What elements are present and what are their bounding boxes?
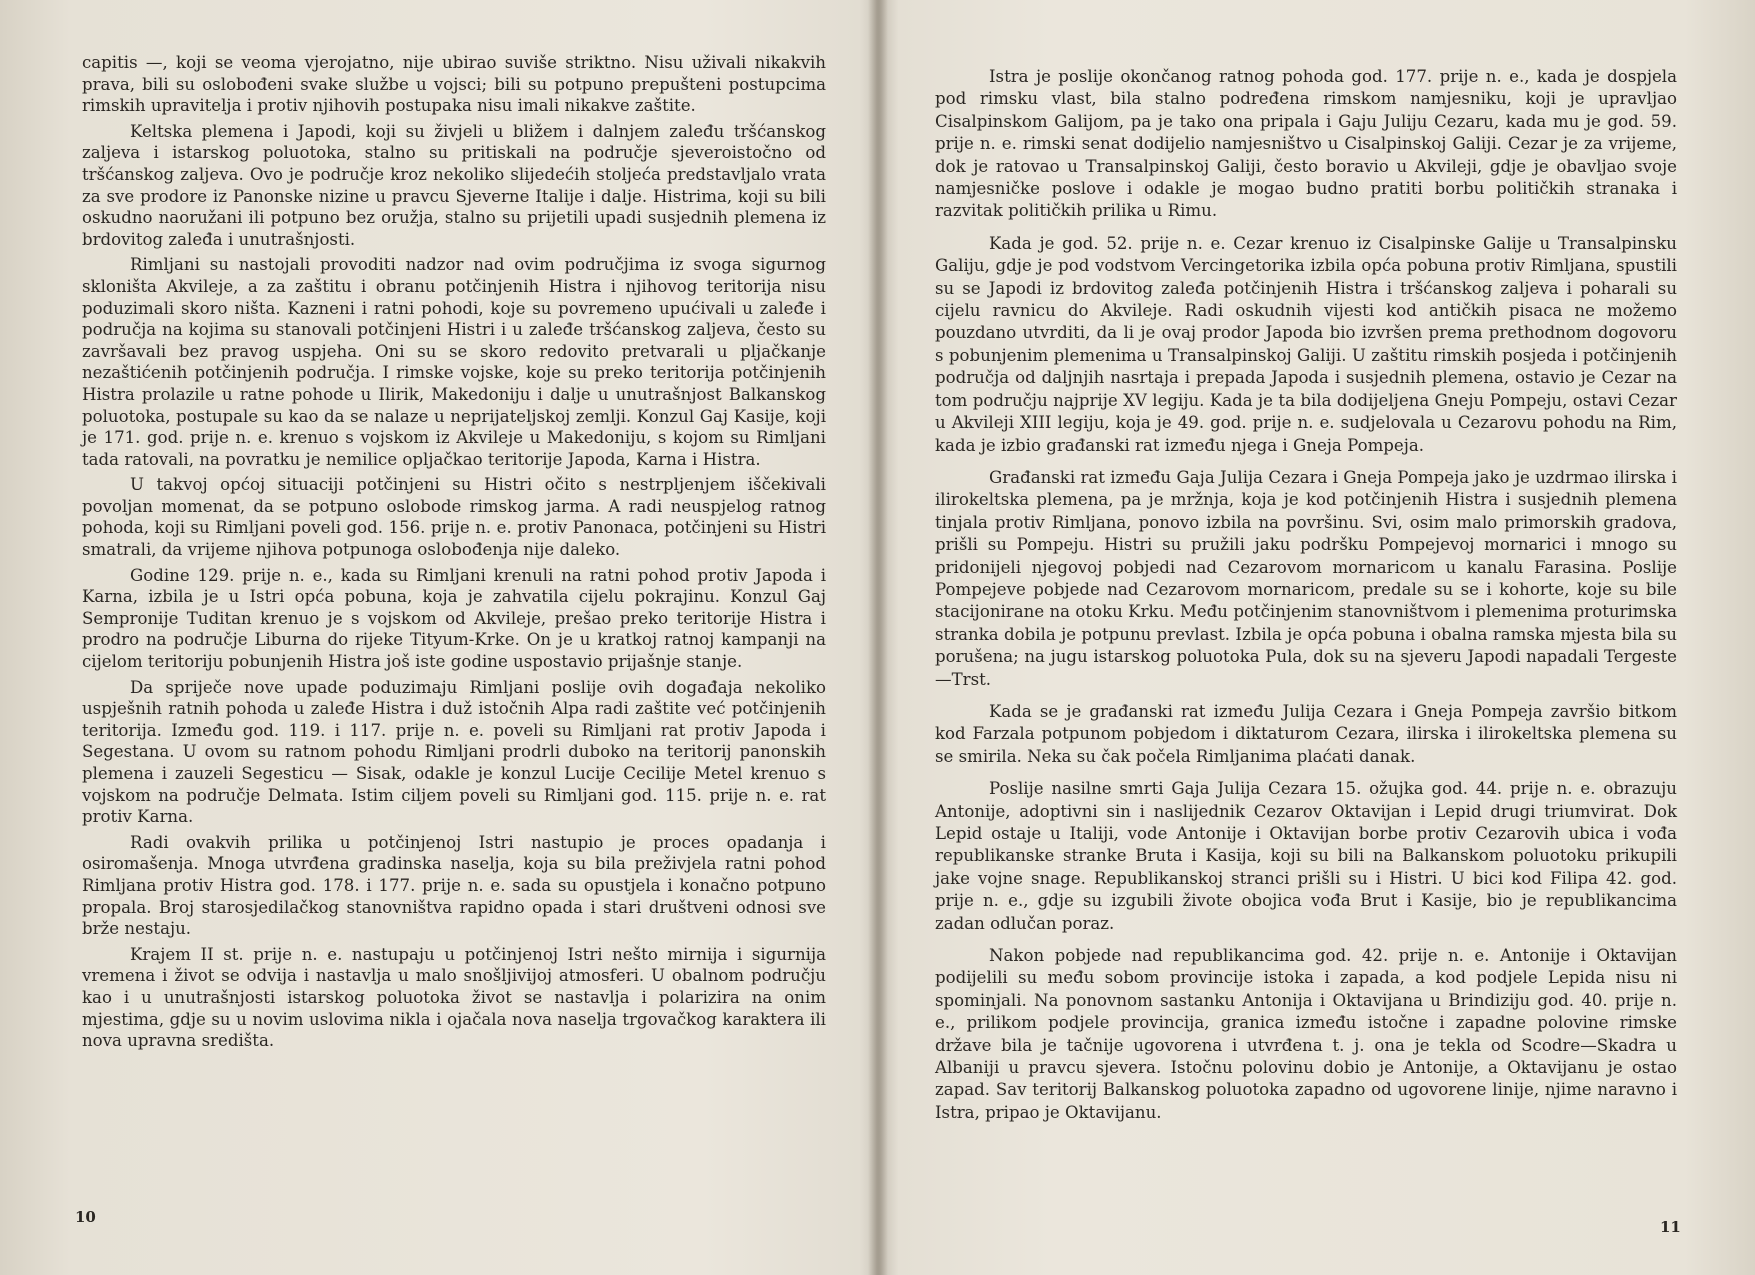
- right-paragraph-6: Nakon pobjede nad republikancima god. 42. prije n. e. Antonije i Oktavijan podijelili su među sobom provincije istoka i zapada, a kod podjele Lepida nisu ni spominjali. Na ponovnom sastanku Antonija i Oktavijana u Brindiziju god. 40. prije n. e., prilikom podjele provincija, granica između istočne i zapadne polovine rimske države bila je tačnije ugovorena i utvrđena t. j. ona je tekla od Scodre—Skadra u Albaniji u pravcu sjevera. Istočnu polovinu dobio je Antonije, a Oktavijanu je ostao zapad. Sav teritorij Balkanskog poluotoka zapadno od ugovorene linije, njime naravno i Istra, pripao je Oktavijanu.: [935, 946, 1677, 1122]
- left-paragraph-7: Radi ovakvih prilika u potčinjenoj Istri nastupio je proces opadanja i osiromašenja. Mnoga utvrđena gradinska naselja, koja su bila preživjela ratni pohod Rimljana protiv Histra god. 178. i 177. prije n. e. sada su opustjela i konačno potpuno propala. Broj starosjedilačkog stanovništva rapidno opada i stari društveni odnosi sve brže nestaju.: [82, 832, 826, 939]
- right-page-number: 11: [1660, 1218, 1681, 1236]
- left-paragraph-1: capitis —, koji se veoma vjerojatno, nije ubirao suviše striktno. Nisu uživali nikakvih prava, bili su oslobođeni svake službe u vojsci; bili su potpuno prepušteni postupcima rimskih upravitelja i protiv njihovih postupaka nisu imali nikakve zaštite.: [82, 53, 826, 116]
- left-paragraph-3: Rimljani su nastojali provoditi nadzor nad ovim područjima iz svoga sigurnog skloništa Akvileje, a za zaštitu i obranu potčinjenih Histra i njihovog teritorija nisu poduzimali skoro ništa. Kazneni i ratni pohodi, koje su povremeno upućivali u zaleđe i područja na kojima su stanovali potčinjeni Histri i u zaleđe tršćanskog zaljeva, često su završavali bez pravog uspjeha. Oni su se skoro redovito pretvarali u pljačkanje nezaštićenih potčinjenih područja. I rimske vojske, koje su preko teritorija potčinjenih Histra prolazile u ratne pohode u Ilirik, Makedoniju i dalje u unutrašnjost Balkanskog poluotoka, postupale su kao da se nalaze u neprijateljskoj zemlji. Konzul Gaj Kasije, koji je 171. god. prije n. e. krenuo s vojskom iz Akvileje u Makedoniju, s kojom su Rimljani tada ratovali, na povratku je nemilice opljačkao teritorije Japoda, Karna i Histra.: [82, 255, 826, 469]
- left-paragraph-4: U takvoj općoj situaciji potčinjeni su Histri očito s nestrpljenjem iščekivali povoljan momenat, da se potpuno oslobode rimskog jarma. A radi neuspjelog ratnog pohoda, koji su Rimljani poveli god. 156. prije n. e. protiv Panonaca, potčinjeni su Histri smatrali, da vrijeme njihova potpunoga oslobođenja nije daleko.: [82, 475, 826, 560]
- book-gutter: [868, 0, 888, 1275]
- right-paragraph-2: Kada je god. 52. prije n. e. Cezar krenuo iz Cisalpinske Galije u Transalpinsku Galiju, gdje je pod vodstvom Vercingetorika izbila opća pobuna protiv Rimljana, spustili su se Japodi iz brdovitog zaleđa potčinjenih Histra i tršćanskog zaljeva i poharali su cijelu ravnicu do Akvileje. Radi oskudnih vijesti kod antičkih pisaca ne možemo pouzdano utvrditi, da li je ovaj prodor Japoda bio izvršen prema prethodnom dogovoru s pobunjenim plemenima u Transalpinskoj Galiji. U zaštitu rimskih posjeda i potčinjenih područja od daljnjih nasrtaja i prepada Japoda i susjednih plemena, ostavio je Cezar na tom području najprije XV legiju. Kada je ta bila dodijeljena Gneju Pompeju, ostavi Cezar u Akvileji XIII legiju, koja je 49. god. prije n. e. sudjelovala u Cezarovu pohodu na Rim, kada je izbio građanski rat između njega i Gneja Pompeja.: [935, 233, 1677, 455]
- right-page: [935, 66, 1677, 1134]
- left-page: [82, 52, 826, 1056]
- left-paragraph-2: Keltska plemena i Japodi, koji su živjeli u bližem i dalnjem zaleđu tršćanskog zaljeva i istarskog poluotoka, stalno su pritiskali na područje sjeveroistočno od tršćanskog zaljeva. Ovo je područje kroz nekoliko slijedećih stoljeća predstavljalo vrata za sve prodore iz Panonske nizine u pravcu Sjeverne Italije i dalje. Histrima, koji su bili oskudno naoružani ili potpuno bez oružja, stalno su prijetili upadi susjednih plemena iz brdovitog zaleđa i unutrašnjosti.: [82, 121, 826, 249]
- left-page-number: 10: [75, 1208, 96, 1226]
- left-paragraph-5: Godine 129. prije n. e., kada su Rimljani krenuli na ratni pohod protiv Japoda i Karna, izbila je u Istri opća pobuna, koja je zahvatila cijelu pokrajinu. Konzul Gaj Sempronije Tuditan krenuo je s vojskom od Akvileje, prešao preko teritorije Histra i prodro na područje Liburna do rijeke Tityum-Krke. On je u kratkoj ratnoj kampanji na cijelom teritoriju pobunjenih Histra još iste godine uspostavio prijašnje stanje.: [82, 565, 826, 672]
- left-paragraph-8: Krajem II st. prije n. e. nastupaju u potčinjenoj Istri nešto mirnija i sigurnija vremena i život se odvija i nastavlja u malo snošljivijoj atmosferi. U obalnom području kao i u unutrašnjosti istarskog poluotoka život se nastavlja i polarizira na onim mjestima, gdje su u novim uslovima nikla i ojačala nova naselja trgovačkog karaktera ili nova upravna središta.: [82, 944, 826, 1051]
- right-paragraph-4: Kada se je građanski rat između Julija Cezara i Gneja Pompeja završio bitkom kod Farzala potpunom pobjedom i diktaturom Cezara, ilirska i ilirokeltska plemena su se smirila. Neka su čak počela Rimljanima plaćati danak.: [935, 701, 1677, 766]
- right-paragraph-3: Građanski rat između Gaja Julija Cezara i Gneja Pompeja jako je uzdrmao ilirska i ilirokeltska plemena, pa je mržnja, koja je kod potčinjenih Histra i susjednih plemena tinjala protiv Rimljana, ponovo izbila na površinu. Svi, osim malo primorskih gradova, prišli su Pompeju. Histri su pružili jaku podršku Pompejevoj mornarici i mnogo su pridonijeli njegovoj pobjedi nad Cezarovom mornaricom u kanalu Farasina. Poslije Pompejeve pobjede nad Cezarovom mornaricom, predale su se i kohorte, koje su bile stacijonirane na otoku Krku. Među potčinjenim stanovništvom i plemenima proturimska stranka dobila je potpunu prevlast. Izbila je opća pobuna i obalna ramska mjesta bila su porušena; na jugu istarskog poluotoka Pula, dok su na sjeveru Japodi napadali Tergeste—Trst.: [935, 467, 1677, 689]
- right-paragraph-5: Poslije nasilne smrti Gaja Julija Cezara 15. ožujka god. 44. prije n. e. obrazuju Antonije, adoptivni sin i naslijednik Cezarov Oktavijan i Lepid drugi triumvirat. Dok Lepid ostaje u Italiji, vode Antonije i Oktavijan borbe protiv Cezarovih ubica i vođa republikanske stranke Bruta i Kasija, koji su bili na Balkanskom poluotoku prikupili jake vojne snage. Republikanskoj stranci prišli su i Histri. U bici kod Filipa 42. god. prije n. e., gdje su izgubili živote obojica vođa Brut i Kasije, bio je republikancima zadan odlučan poraz.: [935, 779, 1677, 933]
- left-paragraph-6: Da spriječe nove upade poduzimaju Rimljani poslije ovih događaja nekoliko uspješnih ratnih pohoda u zaleđe Histra i duž istočnih Alpa radi zaštite već potčinjenih teritorija. Između god. 119. i 117. prije n. e. poveli su Rimljani rat protiv Japoda i Segestana. U ovom su ratnom pohodu Rimljani prodrli duboko na teritorij panonskih plemena i zauzeli Segesticu — Sisak, odakle je konzul Lucije Cecilije Metel krenuo s vojskom na područje Delmata. Istim ciljem poveli su Rimljani god. 115. prije n. e. rat protiv Karna.: [82, 677, 826, 827]
- right-paragraph-1: Istra je poslije okončanog ratnog pohoda god. 177. prije n. e., kada je dospjela pod rimsku vlast, bila stalno podređena rimskom namjesniku, koji je upravljao Cisalpinskom Galijom, pa je tako ona pripala i Gaju Juliju Cezaru, kada mu je god. 59. prije n. e. rimski senat dodijelio namjesništvo u Cisalpinskoj Galiji. Cezar je za vrijeme, dok je ratovao u Transalpinskoj Galiji, često boravio u Akvileji, gdje je obavljao svoje namjesničke poslove i odakle je mogao budno pratiti borbu političkih stranaka i razvitak političkih prilika u Rimu.: [935, 67, 1677, 221]
